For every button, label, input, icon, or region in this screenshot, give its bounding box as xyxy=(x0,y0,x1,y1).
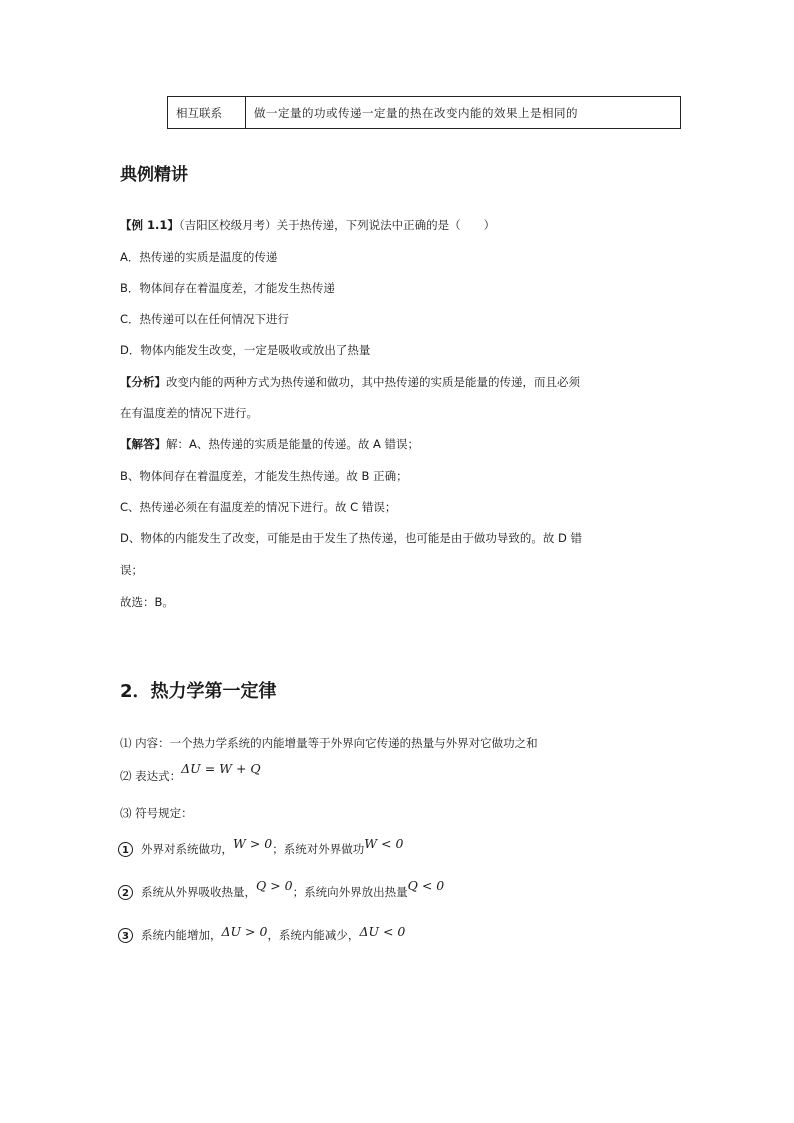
sign-rule-3 xyxy=(118,924,406,943)
answer-line-6: 故选：B。 xyxy=(120,595,174,609)
rule2-text-b: ；系统向外界放出热量 xyxy=(292,885,408,899)
section-title-examples: 典例精讲 xyxy=(120,165,188,185)
circled-number-1: 1 xyxy=(118,842,133,857)
relation-table xyxy=(167,96,681,129)
example-question: （吉阳区校级月考）关于热传递，下列说法中正确的是（ ） xyxy=(178,218,496,232)
answer-line-2: B、物体间存在着温度差，才能发生热传递。故 B 正确； xyxy=(120,469,408,483)
analysis-line-1 xyxy=(120,374,580,390)
analysis-tag: 【分析】 xyxy=(120,375,166,389)
answer-tag: 【解答】 xyxy=(120,437,166,451)
rule3-formula-1: ΔU > 0 xyxy=(221,924,268,939)
analysis-line-2: 在有温度差的情况下进行。 xyxy=(120,406,258,420)
sign-rule-1 xyxy=(118,836,404,857)
expression-label: ⑵ 表达式： xyxy=(120,769,182,783)
option-d: D．物体内能发生改变，一定是吸收或放出了热量 xyxy=(120,343,371,357)
rule1-text-b: ；系统对外界做功 xyxy=(272,842,365,856)
law-content: ⑴ 内容：一个热力学系统的内能增量等于外界向它传递的热量与外界对它做功之和 xyxy=(120,736,538,750)
option-c: C．热传递可以在任何情况下进行 xyxy=(120,312,290,326)
sign-rule-2 xyxy=(118,878,445,900)
option-b: B．物体间存在着温度差，才能发生热传递 xyxy=(120,281,335,295)
rule2-formula-2: Q < 0 xyxy=(407,878,445,893)
rule1-formula-1: W > 0 xyxy=(233,836,273,851)
answer-text-1: 解：A、热传递的实质是能量的传递。故 A 错误； xyxy=(166,437,420,451)
answer-line-5: 误； xyxy=(120,563,143,577)
circled-number-2: 2 xyxy=(118,885,133,900)
table-label-cell: 相互联系 xyxy=(168,97,246,128)
rule2-text-a: 系统从外界吸收热量， xyxy=(141,885,256,899)
analysis-text-1: 改变内能的两种方式为热传递和做功，其中热传递的实质是能量的传递，而且必须 xyxy=(166,375,580,389)
rule3-formula-2: ΔU < 0 xyxy=(359,924,406,939)
table-content-cell: 做一定量的功或传递一定量的热在改变内能的效果上是相同的 xyxy=(254,105,578,120)
rule1-formula-2: W < 0 xyxy=(364,836,404,851)
rule3-text-b: ，系统内能减少， xyxy=(267,928,360,942)
option-a: A．热传递的实质是温度的传递 xyxy=(120,250,278,264)
example-tag: 【例 1.1】 xyxy=(120,218,179,232)
rule3-text-a: 系统内能增加， xyxy=(141,928,222,942)
sign-convention-heading: ⑶ 符号规定： xyxy=(120,806,193,820)
answer-line-4: D、物体的内能发生了改变，可能是由于发生了热传递，也可能是由于做功导致的。故 D 错 xyxy=(120,531,583,545)
rule1-text-a: 外界对系统做功， xyxy=(141,842,233,856)
answer-line-1 xyxy=(120,436,419,452)
answer-line-3: C、热传递必须在有温度差的情况下进行。故 C 错误； xyxy=(120,500,397,514)
rule2-formula-1: Q > 0 xyxy=(256,878,293,893)
section-title-first-law: 2．热力学第一定律 xyxy=(120,681,277,702)
example-stem xyxy=(120,217,495,233)
circled-number-3: 3 xyxy=(118,928,133,943)
expression-formula: ΔU = W + Q xyxy=(181,761,261,776)
law-expression xyxy=(120,761,261,784)
